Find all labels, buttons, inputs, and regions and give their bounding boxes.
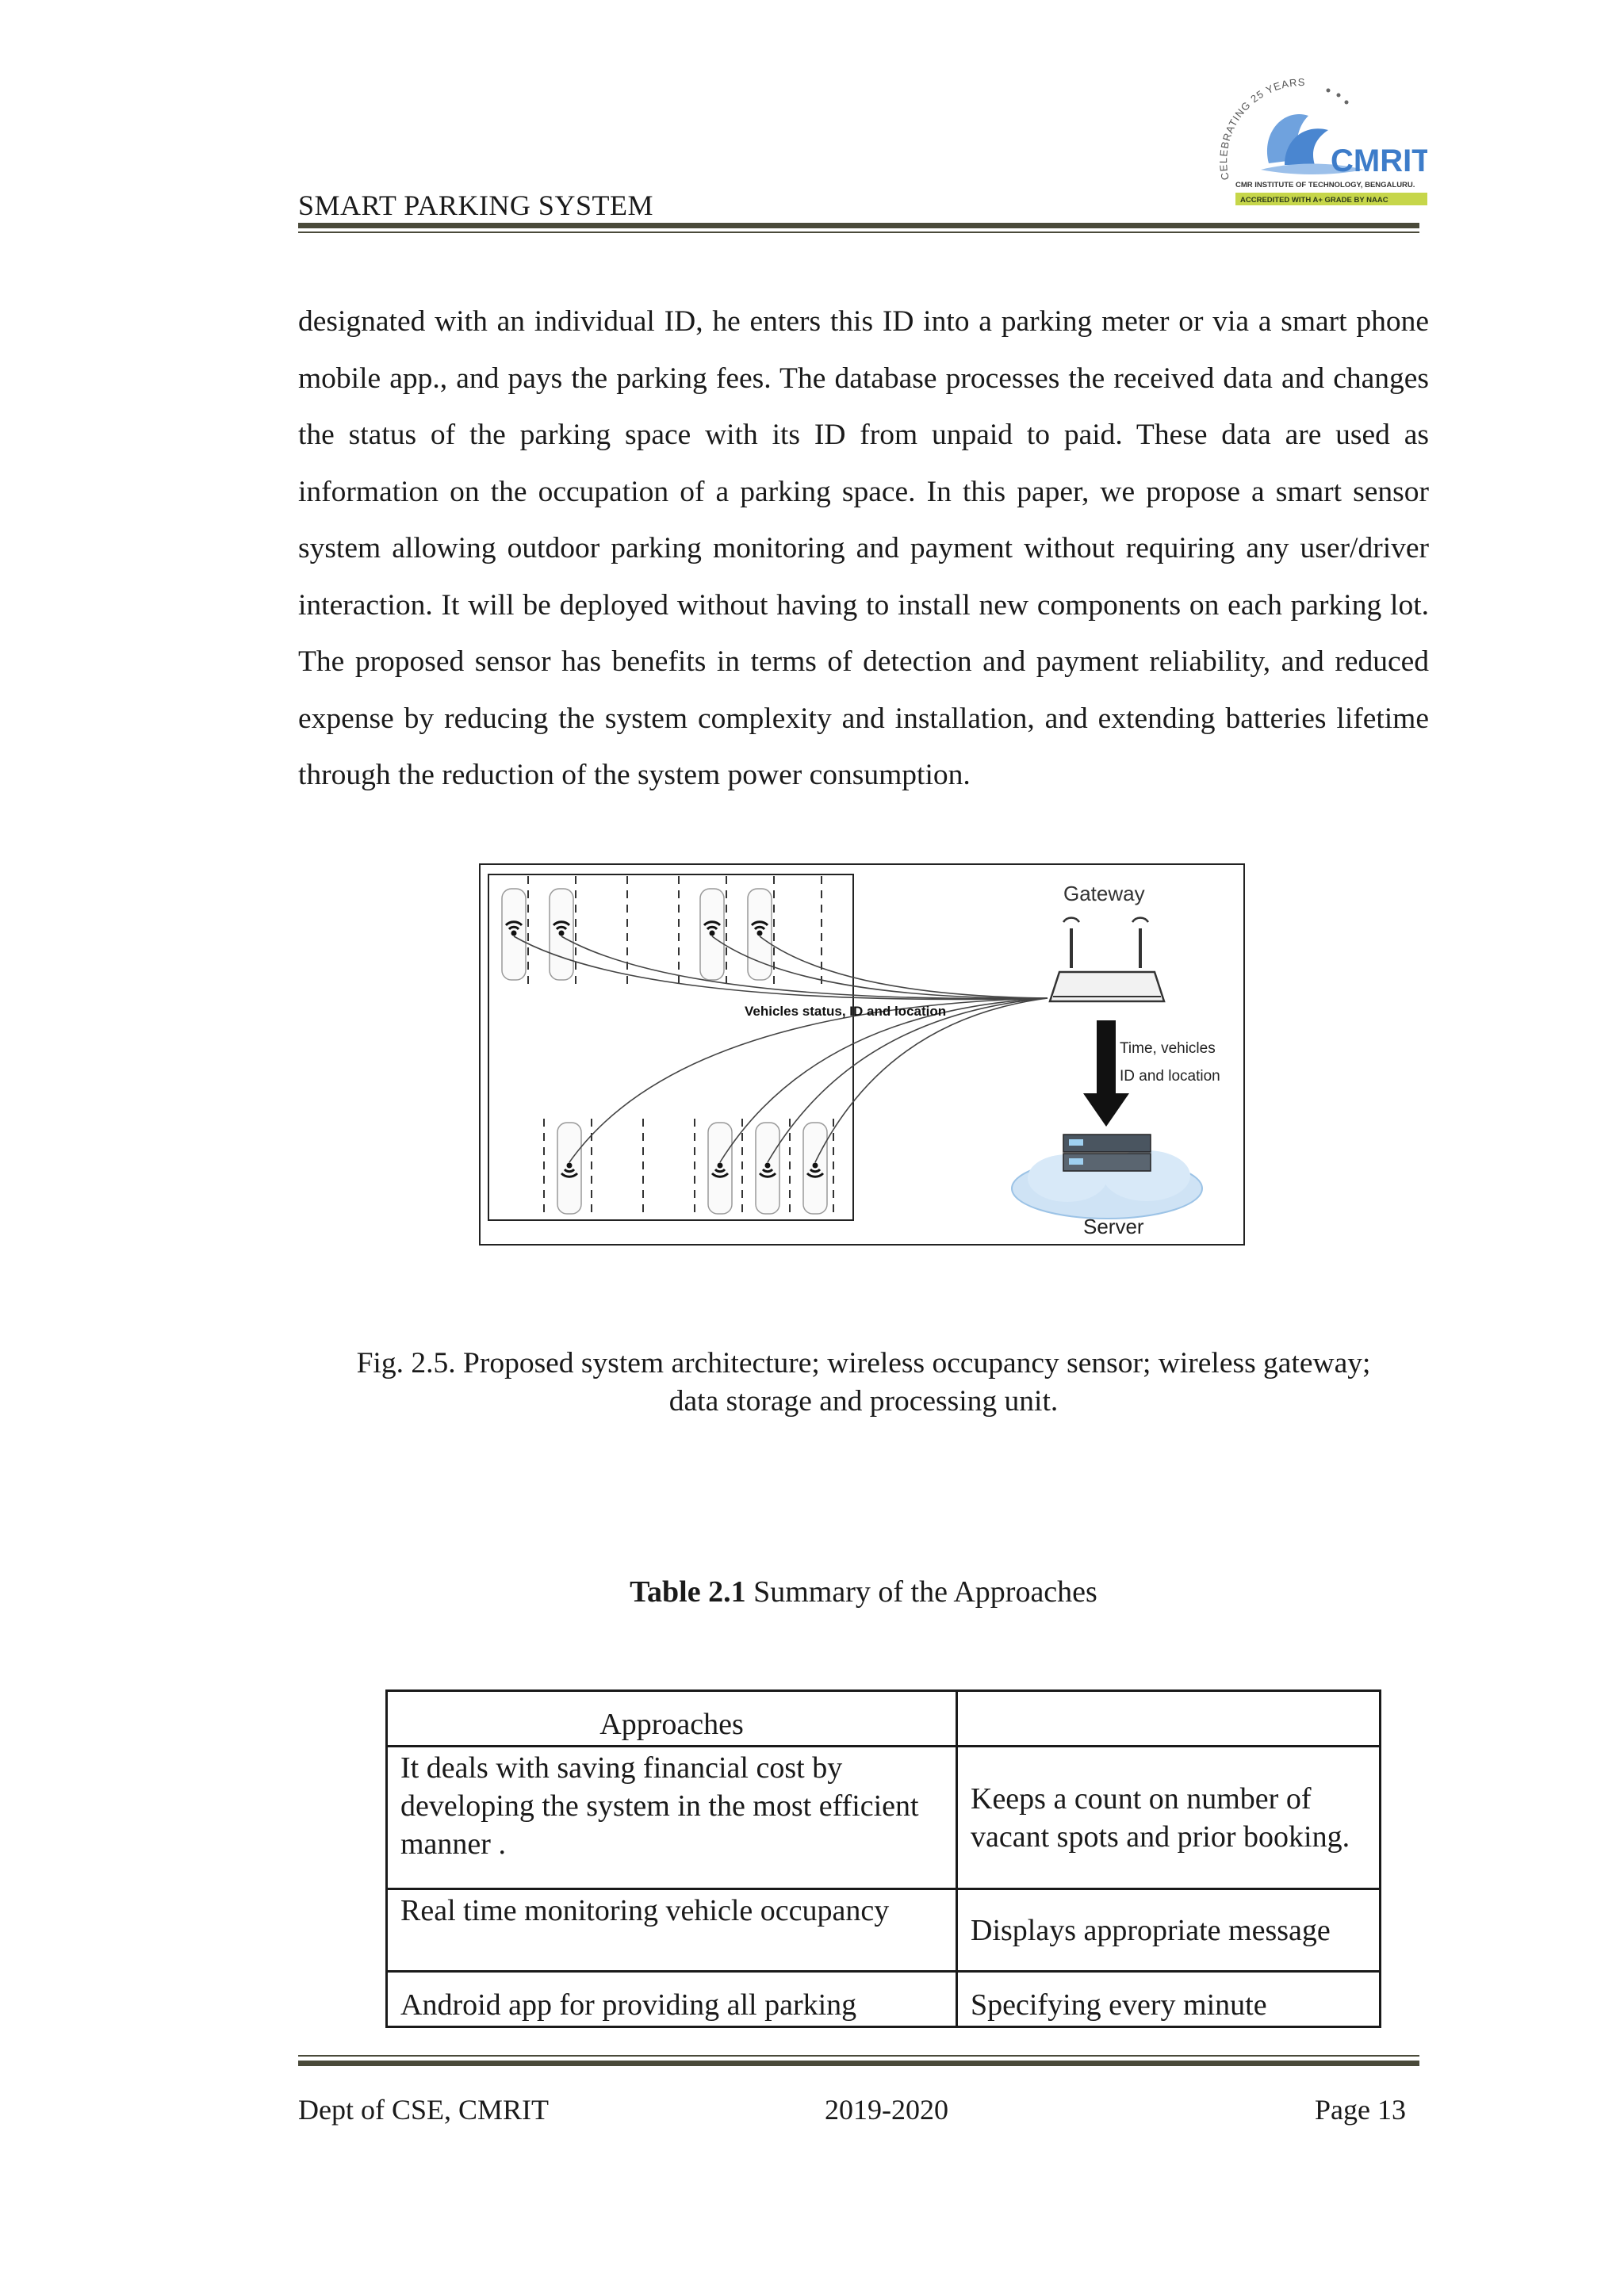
server-label: Server [1083,1215,1144,1238]
arrow-label-line1: Time, vehicles [1120,1040,1216,1057]
footer-rule-thin [298,2055,1419,2057]
logo-full-name: CMR INSTITUTE OF TECHNOLOGY, BENGALURU. [1235,181,1415,189]
figure-caption [298,1345,1429,1421]
approaches-table [385,1689,1381,2028]
table-title-text: Summary of the Approaches [745,1575,1097,1609]
table-cell: It deals with saving financial cost by developing the system in the most efficient manner . [387,1747,957,1889]
table-header-cell [957,1691,1381,1747]
footer-rule-thick [298,2061,1419,2066]
table-row [387,1889,1381,1972]
table-title [298,1575,1429,1609]
caption-line-2: data storage and processing unit. [668,1385,1059,1418]
bottom-row-dividers [544,1119,833,1219]
table-cell: Keeps a count on number of vacant spots and prior booking. [957,1747,1381,1889]
table-cell: Android app for providing all parking [387,1972,957,2027]
logo-accreditation: ACCREDITED WITH A+ GRADE BY NAAC [1240,196,1388,205]
table-cell: Real time monitoring vehicle occupancy [387,1889,957,1972]
table-title-number: Table 2.1 [630,1575,746,1609]
header-rule-thick [298,223,1419,228]
table-row [387,1747,1381,1889]
caption-line-1: Fig. 2.5. Proposed system architecture; wireless occupancy sensor; wireless gateway; [356,1347,1371,1380]
table-header-row [387,1691,1381,1747]
gateway-label: Gateway [1063,882,1145,905]
cmrit-logo [1213,76,1427,219]
logo-arc-text: CELEBRATING 25 YEARS [1217,76,1306,182]
footer-center: 2019-2020 [825,2094,948,2126]
architecture-figure [479,863,1245,1246]
wireless-links [514,936,1048,1162]
running-header-title: SMART PARKING SYSTEM [298,189,653,221]
link-label: Vehicles status, ID and location [745,1004,947,1019]
footer-left: Dept of CSE, CMRIT [298,2094,550,2126]
table-header-cell: Approaches [387,1691,957,1747]
arrow-label-line2: ID and location [1120,1068,1220,1085]
table-row [387,1972,1381,2027]
logo-name: CMRIT [1331,144,1427,178]
router-icon [1050,918,1164,1001]
body-paragraph: designated with an individual ID, he enters this ID into a parking meter or via a smart phone mobile app., and pays the parking fees. The database processes the received data and changes the status of the parking space with its ID from unpaid to paid. These data are used as information on the occupation of a parking space. In this paper, we propose a smart sensor system allowing outdoor parking monitoring and payment without requiring any user/driver interaction. It will be deployed without having to install new components on each parking lot. The proposed sensor has benefits in terms of detection and payment reliability, and reduced expense by reducing the system complexity and installation, and extending batteries lifetime through the reduction of the system power consumption. [298,305,1429,791]
header-rule-thin [298,232,1419,233]
footer-page-number: Page 13 [1315,2094,1406,2126]
table-cell: Displays appropriate message [957,1889,1381,1972]
table-cell: Specifying every minute [957,1972,1381,2027]
